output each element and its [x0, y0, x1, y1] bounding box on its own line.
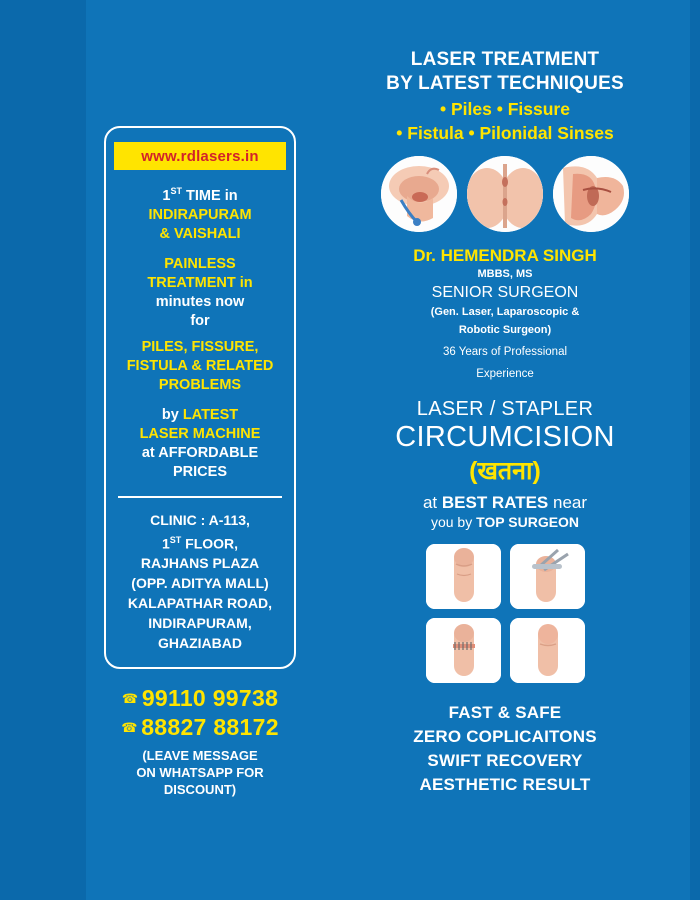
doctor-experience-line-1: 36 Years of Professional	[442, 346, 568, 358]
treatment-in-label: TREATMENT in	[147, 274, 253, 291]
clinic-line-1: CLINIC : A-113,	[150, 511, 250, 528]
phone-number-1[interactable]: 99110 99738	[141, 685, 279, 712]
doctor-specialty-line-1: (Gen. Laser, Laparoscopic &	[430, 306, 580, 318]
whatsapp-note	[104, 747, 296, 798]
whatsapp-note-line-2: ON WHATSAPP FOR DISCOUNT)	[136, 765, 264, 798]
doctor-role: SENIOR SURGEON	[431, 284, 579, 301]
clinic-line-6: INDIRAPURAM,	[148, 615, 252, 632]
website-url[interactable]: www.rdlasers.in	[114, 142, 286, 170]
first-time-rest: TIME in	[182, 187, 238, 204]
for-label: for	[190, 312, 210, 329]
illustration-circles	[340, 156, 670, 232]
benefit-item: AESTHETIC RESULT	[419, 775, 591, 794]
card-divider	[118, 496, 282, 498]
clinic-floor-line	[114, 530, 286, 554]
khatna-hindi-label: (खतना)	[469, 457, 541, 485]
minutes-now-label: minutes now	[155, 293, 245, 310]
phone-icon: ☎	[121, 719, 138, 735]
affordable-label: at AFFORDABLE	[141, 444, 259, 461]
clinic-line-7: GHAZIABAD	[158, 635, 242, 652]
header-line-2: BY LATEST TECHNIQUES	[386, 73, 624, 94]
left-column	[104, 126, 296, 798]
conditions-line-3: PROBLEMS	[158, 376, 242, 393]
clinic-floor-rest: FLOOR,	[181, 535, 239, 552]
doctor-specialty-line-2: Robotic Surgeon)	[458, 324, 552, 336]
doctor-degrees: MBBS, MS	[477, 268, 533, 280]
header-line-1: LASER TREATMENT	[410, 49, 600, 70]
laser-machine-label: LASER MACHINE	[139, 425, 261, 442]
doctor-name: Dr. HEMENDRA SINGH	[413, 246, 597, 265]
best-rates-suffix: near	[548, 493, 588, 512]
anorectal-illustration-icon	[381, 156, 457, 232]
benefits-list	[340, 701, 670, 797]
left-accent-band	[0, 0, 86, 900]
clinic-line-5: KALAPATHAR ROAD,	[127, 595, 273, 612]
clinic-line-4: (OPP. ADITYA MALL)	[131, 575, 269, 592]
location-line-2: & VAISHALI	[159, 225, 241, 242]
whatsapp-note-line-1: (LEAVE MESSAGE	[142, 748, 258, 764]
first-time-number: 1	[162, 187, 171, 204]
healed-result-icon	[510, 618, 585, 683]
phone-number-2[interactable]: 88827 88172	[141, 714, 279, 741]
first-time-line	[114, 182, 286, 206]
right-accent-band	[690, 0, 700, 900]
clinic-line-3: RAJHANS PLAZA	[140, 555, 260, 572]
phone-block	[104, 685, 296, 798]
by-label: by	[161, 406, 183, 423]
best-rates-prefix: at	[422, 493, 442, 512]
phone-row-1[interactable]	[104, 685, 296, 712]
by-latest-line	[114, 406, 286, 425]
best-rates-bold: BEST RATES	[441, 493, 549, 512]
top-surgeon-bold: TOP SURGEON	[476, 514, 580, 530]
benefit-item: ZERO COPLICAITONS	[413, 727, 597, 746]
doctor-experience-line-2: Experience	[476, 368, 534, 380]
conditions-line-1: PILES, FISSURE,	[141, 338, 259, 355]
clamp-procedure-icon	[510, 544, 585, 609]
prices-label: PRICES	[173, 463, 227, 480]
phone-icon: ☎	[121, 690, 139, 706]
benefit-item: FAST & SAFE	[448, 703, 562, 722]
benefit-item: SWIFT RECOVERY	[427, 751, 583, 770]
painless-label: PAINLESS	[164, 255, 236, 272]
header-line-3: • Piles • Fissure	[440, 99, 570, 119]
right-column	[340, 48, 670, 797]
fistula-illustration-icon	[553, 156, 629, 232]
penis-before-icon	[426, 544, 501, 609]
first-time-ordinal: ST	[170, 186, 182, 196]
pilonidal-sinus-illustration-icon	[467, 156, 543, 232]
circumcision-title: CIRCUMCISION	[395, 421, 615, 453]
conditions-line-2: FISTULA & RELATED	[126, 357, 274, 374]
clinic-floor-number: 1	[161, 535, 170, 552]
left-info-card	[104, 126, 296, 669]
header-line-4: • Fistula • Pilonidal Sinses	[396, 123, 614, 143]
clinic-floor-ordinal: ST	[169, 534, 182, 545]
phone-row-2[interactable]	[104, 714, 296, 741]
procedure-tiles	[340, 544, 670, 683]
laser-stapler-label: LASER / STAPLER	[416, 398, 594, 420]
sutured-result-icon	[426, 618, 501, 683]
top-surgeon-prefix: you by	[430, 514, 477, 530]
top-surgeon-line	[340, 514, 670, 530]
location-line-1: INDIRAPURAM	[148, 206, 252, 223]
best-rates-line	[340, 493, 670, 513]
latest-label: LATEST	[182, 406, 239, 423]
